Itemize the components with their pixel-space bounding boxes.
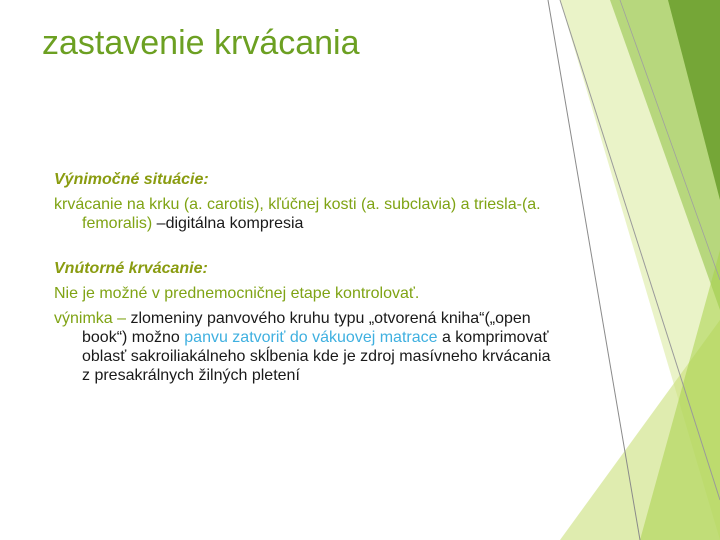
exception-text-1: zlomeniny panvového kruhu typu „otvorená kniha“(„open book“) možno [82, 310, 531, 346]
section2-exception [54, 309, 554, 385]
slide-content [54, 170, 554, 385]
exception-label: výnimka – [54, 310, 131, 327]
section2-heading: Vnútorné krvácanie: [54, 260, 208, 277]
section1-body-dark: –digitálna kompresia [152, 215, 304, 232]
exception-text-2: a komprimovať oblasť sakroiliakálneho skĺbenia kde je zdroj masívneho krvácania z presakrálnych žilných pletení [82, 329, 551, 384]
section2-line: Nie je možné v prednemocničnej etape kontrolovať. [54, 285, 420, 302]
section1-body [54, 195, 554, 233]
section1-heading: Výnimočné situácie: [54, 171, 209, 188]
exception-highlight: panvu zatvoriť do vákuovej matrace [184, 329, 438, 346]
slide-title: zastavenie krvácania [42, 24, 360, 62]
section1-body-green: krvácanie na krku (a. carotis), kľúčnej kosti (a. subclavia) a triesla-(a. femoralis) [54, 196, 541, 232]
